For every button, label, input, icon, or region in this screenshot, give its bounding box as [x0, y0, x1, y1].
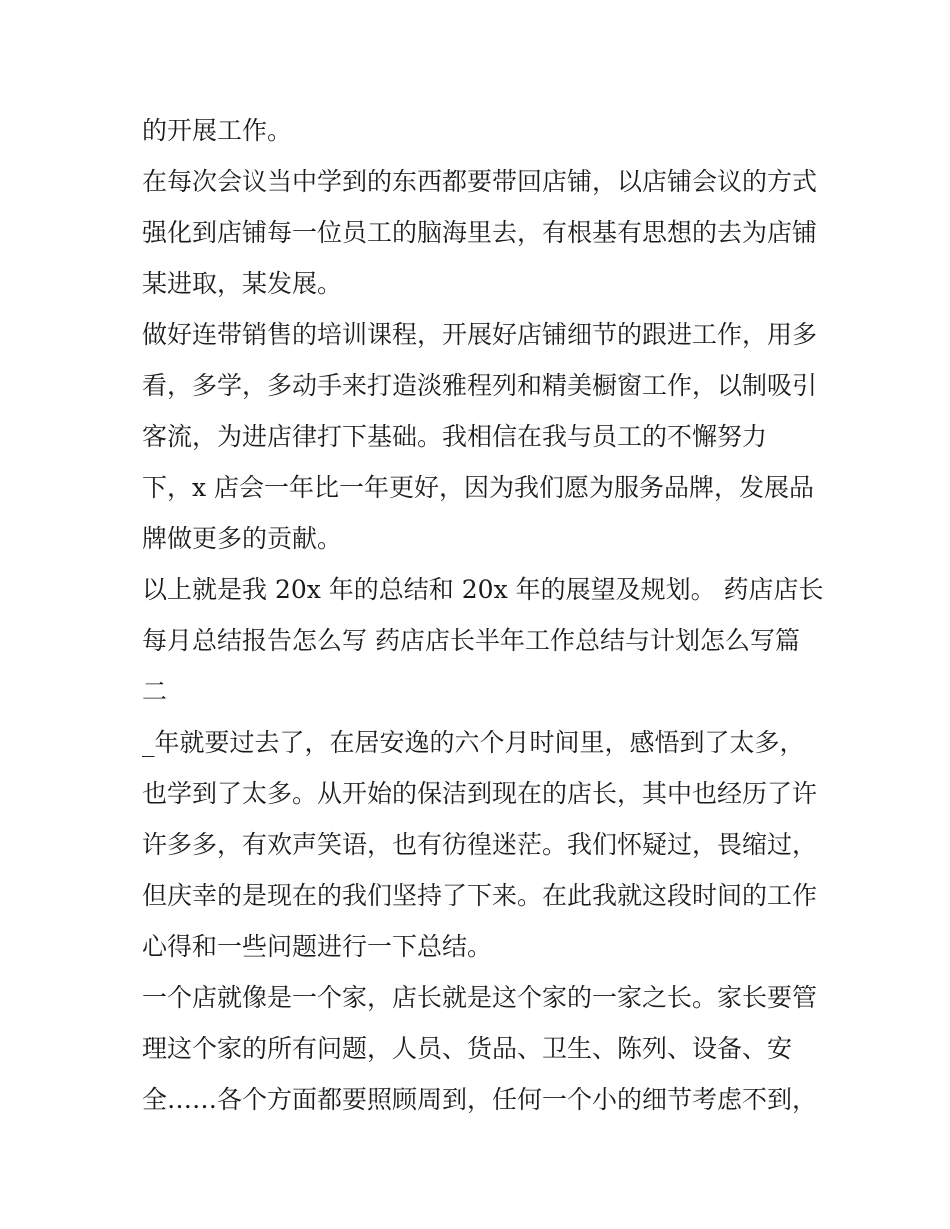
text-line: 但庆幸的是现在的我们坚持了下来。在此我就这段时间的工作 [142, 881, 818, 910]
text-line: 看，多学，多动手来打造淡雅程列和精美橱窗工作，以制吸引 [142, 371, 818, 400]
text-line: _年就要过去了，在居安逸的六个月时间里，感悟到了太多， [142, 728, 805, 757]
text-line: 客流，为进店律打下基础。我相信在我与员工的不懈努力 [142, 422, 768, 451]
text-line: 下，x 店会一年比一年更好，因为我们愿为服务品牌，发展品 [142, 473, 815, 502]
text-line: 的开展工作。 [142, 116, 293, 145]
text-line: 许多多，有欢声笑语，也有彷徨迷茫。我们怀疑过，畏缩过， [142, 830, 818, 859]
text-line: 二 [142, 677, 168, 706]
text-line: 做好连带销售的培训课程，开展好店铺细节的跟进工作，用多 [142, 320, 818, 349]
document-body [142, 105, 822, 1125]
text-line: 强化到店铺每一位员工的脑海里去，有根基有思想的去为店铺 [142, 218, 818, 247]
text-line: 每月总结报告怎么写 药店店长半年工作总结与计划怎么写篇 [142, 626, 800, 655]
text-line: 某进取，某发展。 [142, 269, 343, 298]
text-line: 一个店就像是一个家，店长就是这个家的一家之长。家长要管 [142, 983, 818, 1012]
text-line: 以上就是我 20x 年的总结和 20x 年的展望及规划。 药店店长 [142, 575, 824, 604]
text-line: 全……各个方面都要照顾周到，任何一个小的细节考虑不到， [142, 1085, 818, 1114]
text-line: 也学到了太多。从开始的保洁到现在的店长，其中也经历了许 [142, 779, 818, 808]
text-line: 在每次会议当中学到的东西都要带回店铺，以店铺会议的方式 [142, 167, 818, 196]
text-line: 心得和一些问题进行一下总结。 [142, 932, 493, 961]
text-line: 牌做更多的贡献。 [142, 524, 343, 553]
text-line: 理这个家的所有问题，人员、货品、卫生、陈列、设备、安 [142, 1034, 793, 1063]
